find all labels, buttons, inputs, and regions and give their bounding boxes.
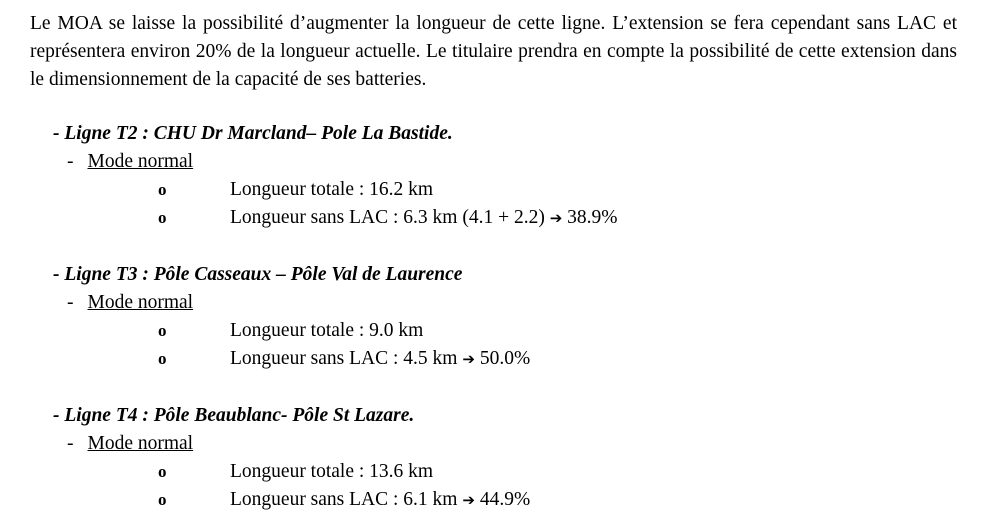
item-text: Longueur totale : 16.2 km [230, 179, 434, 200]
list-item [158, 317, 423, 345]
list-item [158, 458, 433, 486]
mode-label: Mode normal [87, 151, 194, 172]
list-item [158, 486, 530, 514]
list-item [158, 345, 530, 373]
mode-line-t3 [67, 289, 193, 317]
arrow-icon: ➔ [549, 209, 563, 227]
item-result: 44.9% [474, 489, 531, 510]
mode-line-t4 [67, 430, 193, 458]
item-text: Longueur sans LAC : 6.1 km [230, 489, 463, 510]
section-heading-t4: - Ligne T4 : Pôle Beaublanc- Pôle St Lazare. [53, 405, 415, 426]
list-item [158, 176, 433, 204]
item-result: 50.0% [474, 348, 531, 369]
section-heading-t3: - Ligne T3 : Pôle Casseaux – Pôle Val de Laurence [53, 264, 463, 285]
bullet-icon: o [158, 321, 167, 340]
mode-label: Mode normal [87, 433, 194, 454]
mode-dash: - [67, 151, 74, 172]
mode-line-t2 [67, 148, 193, 176]
mode-label: Mode normal [87, 292, 194, 313]
item-text: Longueur totale : 9.0 km [230, 320, 424, 341]
item-text: Longueur totale : 13.6 km [230, 461, 434, 482]
item-text: Longueur sans LAC : 4.5 km [230, 348, 463, 369]
bullet-icon: o [158, 490, 167, 509]
arrow-icon: ➔ [462, 491, 475, 509]
intro-paragraph: Le MOA se laisse la possibilité d’augmenter la longueur de cette ligne. L’extension se fera cependant sans LAC et représentera environ 20% de la longueur actuelle. Le titulaire prendra en compte la possibilité de cette extension dans le dimensionnement de la capacité de ses batteries. [30, 13, 957, 90]
bullet-icon: o [158, 208, 167, 227]
mode-dash: - [67, 433, 74, 454]
list-item [158, 204, 618, 232]
arrow-icon: ➔ [462, 350, 475, 368]
bullet-icon: o [158, 349, 167, 368]
item-text: Longueur sans LAC : 6.3 km (4.1 + 2.2) [230, 207, 550, 228]
item-result: 38.9% [562, 207, 618, 228]
bullet-icon: o [158, 462, 167, 481]
section-heading-t2: - Ligne T2 : CHU Dr Marcland– Pole La Bastide. [53, 123, 453, 144]
bullet-icon: o [158, 180, 167, 199]
mode-dash: - [67, 292, 74, 313]
